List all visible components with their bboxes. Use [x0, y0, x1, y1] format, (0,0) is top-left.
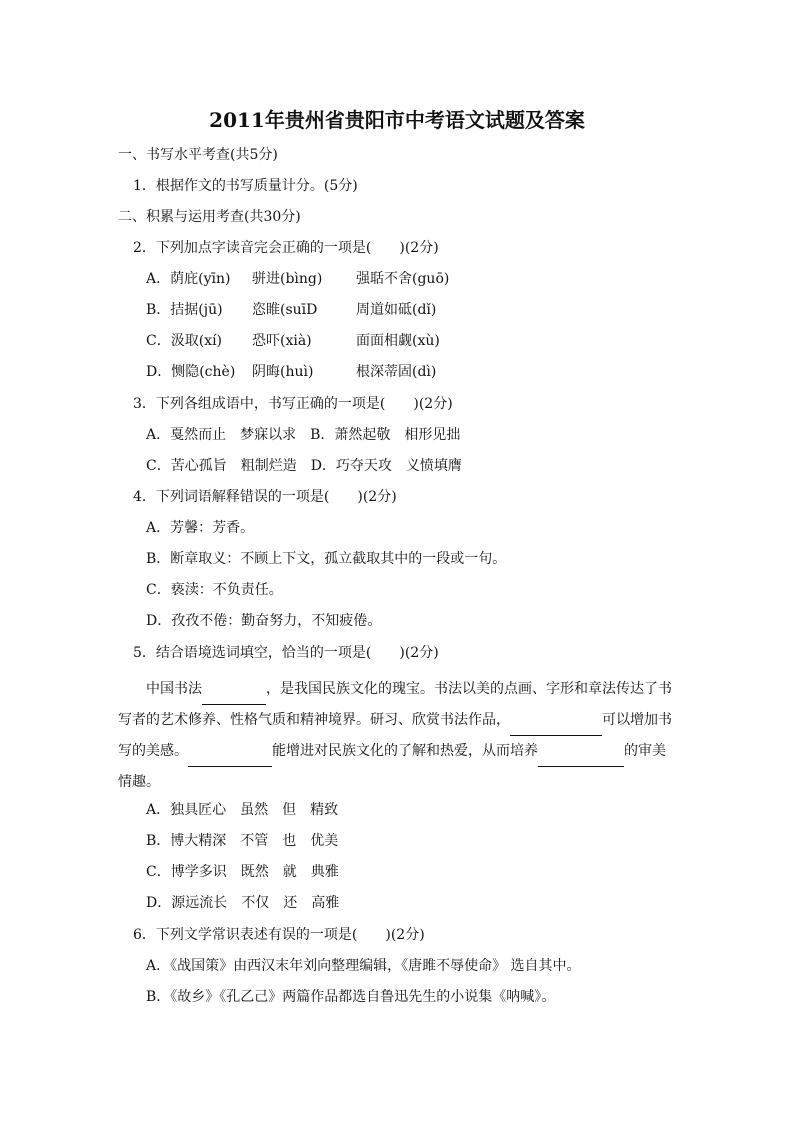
question-5-option-b: B．博大精深 不管 也 优美	[146, 833, 339, 849]
question-2-stem: 2．下列加点字读音完会正确的一项是( )(2分)	[133, 240, 439, 256]
option-cell: 面面相觑(xù)	[356, 333, 440, 349]
option-cell: 根深蒂固(dì)	[356, 364, 437, 380]
fill-blank	[538, 750, 624, 767]
passage-text: 能增进对民族文化的了解和热爱，从而培养	[272, 743, 538, 759]
passage-text: 的审美情趣。	[118, 743, 666, 790]
option-cell: C．汲取(xí)	[146, 333, 223, 349]
option-cell: 周道如砥(dǐ)	[356, 302, 437, 318]
question-2-option-a	[146, 269, 449, 289]
question-5-option-d: D．源远流长 不仅 还 高雅	[146, 895, 340, 911]
passage-text: ，是我国民族文化的瑰宝。书法以美的点画、字形和章法传达了书写者的艺术修养、性格气质和精神境界。研习、欣赏书法作品，	[118, 681, 672, 728]
option-cell: 阴晦(huì)	[252, 364, 314, 380]
question-6-stem: 6．下列文学常识表述有误的一项是( )(2分)	[133, 927, 425, 943]
option-cell: 骈进(bìng)	[252, 271, 323, 287]
question-5-stem: 5．结合语境选词填空，恰当的一项是( )(2分)	[133, 645, 439, 661]
question-4-option-d: D．孜孜不倦：勤奋努力，不知疲倦。	[146, 613, 382, 629]
option-cell: 强聒不舍(guō)	[356, 271, 450, 287]
question-3-stem: 3．下列各组成语中，书写正确的一项是( )(2分)	[133, 396, 453, 412]
option-cell: 恣睢(suīD	[252, 302, 318, 318]
option-cell: A．荫庇(yīn)	[146, 271, 231, 287]
question-2-option-d	[146, 362, 436, 382]
fill-blank	[202, 688, 266, 705]
question-4-option-b: B．断章取义：不顾上下文，孤立截取其中的一段或一句。	[146, 551, 507, 567]
question-6-option-a: A．《战国策》由西汉末年刘向整理编辑，《唐雎不辱使命》 选自其中。	[146, 958, 581, 974]
section-heading-2: 二、积累与运用考查(共30分)	[118, 209, 301, 225]
question-6-option-b: B．《故乡》《孔乙己》两篇作品都选自鲁迅先生的小说集《呐喊》。	[146, 989, 556, 1005]
question-5-option-a: A．独具匠心 虽然 但 精致	[146, 802, 339, 818]
passage-text: 中国书法	[146, 681, 202, 697]
option-cell: B．拮据(jū)	[146, 302, 223, 318]
passage-text: 可以增加书写的美感。	[118, 712, 672, 759]
option-cell: 恐吓(xià)	[252, 333, 312, 349]
question-5-passage	[118, 674, 674, 798]
question-3-options-ab: A．戛然而止 梦寐以求 B．萧然起敬 相形见拙	[146, 427, 461, 443]
question-2-option-c	[146, 331, 440, 351]
fill-blank	[510, 719, 602, 736]
question-5-option-c: C．博学多识 既然 就 典雅	[146, 864, 339, 880]
question-4-option-a: A．芳馨：芳香。	[146, 520, 255, 536]
question-4-option-c: C．亵渎：不负责任。	[146, 582, 283, 598]
question-4-stem: 4．下列词语解释错误的一项是( )(2分)	[133, 489, 397, 505]
question-3-options-cd: C．苦心孤旨 粗制烂造 D．巧夺天攻 义愤填膺	[146, 458, 462, 474]
option-cell: D．恻隐(chè)	[146, 364, 236, 380]
question-2-option-b	[146, 300, 436, 320]
page-title: 2011年贵州省贵阳市中考语文试题及答案	[209, 108, 585, 132]
section-heading-1: 一、书写水平考查(共5分)	[118, 147, 278, 163]
question-1: 1．根据作文的书写质量计分。(5分)	[133, 178, 358, 194]
fill-blank	[188, 750, 272, 767]
